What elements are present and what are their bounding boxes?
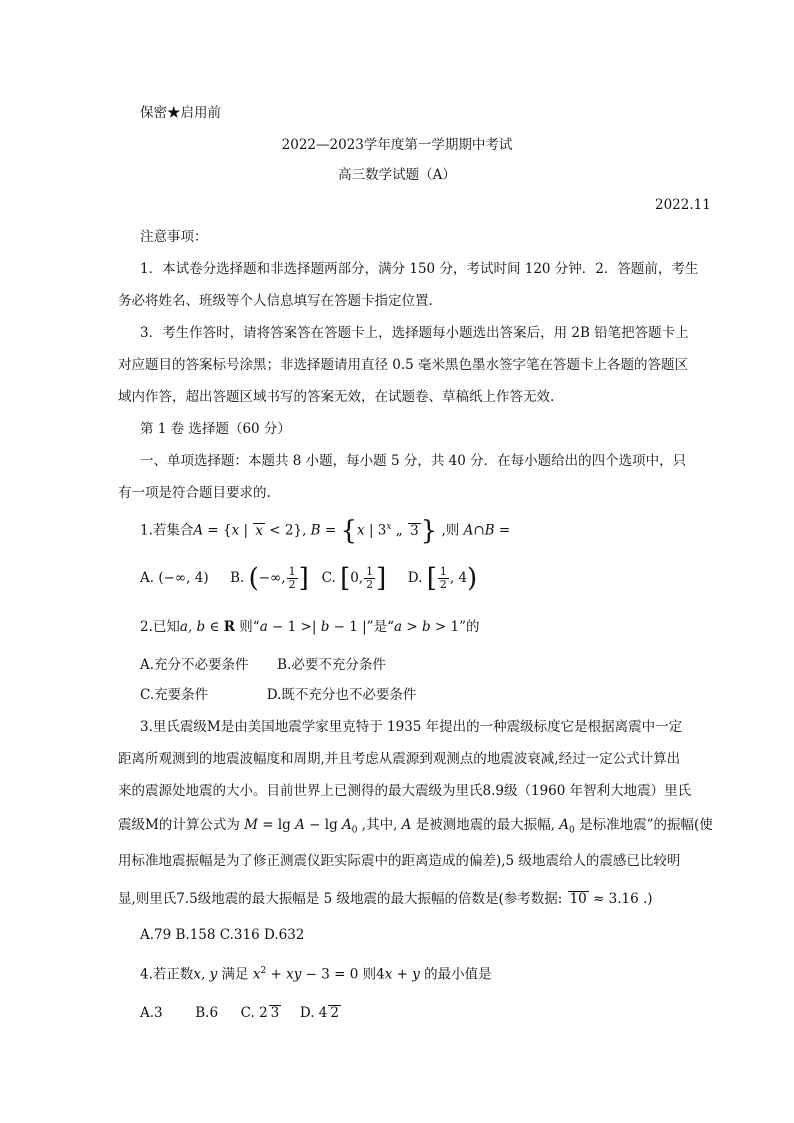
part-title: 第 1 卷 选择题（60 分） xyxy=(140,421,291,437)
q4-option-c: C. 2 3 xyxy=(240,1005,280,1021)
paper-title: 高三数学试题（A） xyxy=(338,167,456,183)
notice-item-1-line-1: 1．本试卷分选择题和非选择题两部分，满分 150 分，考试时间 120 分钟．2．答题前，考生 xyxy=(140,261,699,277)
sqrt-three-q4: 3 xyxy=(270,1005,280,1021)
question-3-line-3: 来的震源处地震的大小。目前世界上已测得的最大震级为里氏8.9级（1960 年智利大地震）里氏 xyxy=(118,783,692,799)
notice-item-3-line-1: 3．考生作答时，请将答案答在答题卡上，选择题每小题选出答案后，用 2B 铅笔把答题卡上 xyxy=(140,325,689,341)
notice-item-3-line-2: 对应题目的答案标号涂黑；非选择题请用直径 0.5 毫米黑色墨水签字笔在答题卡上各题的答题区 xyxy=(118,357,689,373)
exam-date: 2022.11 xyxy=(655,197,711,213)
q4-option-b: B.6 xyxy=(195,1005,219,1021)
section-intro-line-1: 一、单项选择题：本题共 8 小题，每小题 5 分，共 40 分．在每小题给出的四个选项中，只 xyxy=(140,453,687,469)
q1-option-b: B. (−∞, $\frac{1}{2}$ ] xyxy=(230,563,309,594)
sqrt-two-q4: 2 xyxy=(330,1005,339,1021)
question-3-line-2: 距离所观测到的地震波幅度和周期,并且考虑从震源到观测点的地震波衰减,经过一定公式计算出 xyxy=(118,751,681,767)
question-2-stem: 2.已知a, b ∈ R 则“a − 1 >| b − 1 |”是“a > b > 1”的 xyxy=(140,619,480,635)
question-1-stem: 1.若集合A = {x | x < 2}, B = {x | 3$^x$ „ 3} ,则 A∩B = xyxy=(140,516,511,546)
notice-item-3-line-3: 域内作答，超出答题区域书写的答案无效，在试题卷、草稿纸上作答无效. xyxy=(118,389,555,405)
section-intro-line-2: 有一项是符合题目要求的. xyxy=(118,485,271,501)
q4-option-a: A.3 xyxy=(140,1005,163,1021)
question-3-options: A.79 B.158 C.316 D.632 xyxy=(140,927,305,943)
question-4-stem: 4.若正数x, y 满足 $x^2$ + xy − 3 = 0 则4x + y 的最小值是 xyxy=(140,966,492,983)
confidential-label: 保密★启用前 xyxy=(140,105,221,121)
notice-heading: 注意事项： xyxy=(140,229,208,245)
question-2-options-row-2 xyxy=(140,686,416,704)
sqrt-ten: 10 xyxy=(569,891,587,907)
question-1-options xyxy=(140,563,478,594)
sqrt-three: 3 xyxy=(410,522,419,539)
question-3-line-1: 3.里氏震级M是由美国地震学家里克特于 1935 年提出的一种震级标度它是根据离震中一定 xyxy=(140,719,683,735)
sqrt-x: x xyxy=(255,522,264,539)
notice-item-1-line-2: 务必将姓名、班级等个人信息填写在答题卡指定位置． xyxy=(118,293,442,309)
q2-option-b: B.必要不充分条件 xyxy=(277,657,386,673)
question-4-options xyxy=(140,1004,341,1022)
question-3-line-6: 显,则里氏7.5级地震的最大振幅是 5 级地震的最大振幅的倍数是(参考数据: 10 ≈ 3.16 .) xyxy=(118,891,653,907)
q2-option-a: A.充分不必要条件 xyxy=(140,657,249,673)
q2-option-c: C.充要条件 xyxy=(140,687,209,703)
q2-option-d: D.既不充分也不必要条件 xyxy=(266,687,417,703)
q1-option-a: A. (−∞, 4) xyxy=(140,570,209,586)
q1-option-d: D. [ $\frac{1}{2}$ , 4) xyxy=(407,563,478,594)
q4-option-d: D. 4 2 xyxy=(299,1005,339,1021)
q1-option-c: C. [0, $\frac{1}{2}$ ] xyxy=(321,563,387,594)
question-3-line-4: 震级M的计算公式为 $M = \lg A - \lg A_0$ ,其中, A 是被测地震的最大振幅, $A_0$ 是标准地震”的振幅(使 xyxy=(118,817,713,836)
question-2-options-row-1 xyxy=(140,656,386,674)
question-3-line-5: 用标准地震振幅是为了修正测震仪距实际震中的距离造成的偏差),5 级地震给人的震感已比较明 xyxy=(118,853,681,869)
exam-title: 2022—2023学年度第一学期期中考试 xyxy=(281,137,513,153)
